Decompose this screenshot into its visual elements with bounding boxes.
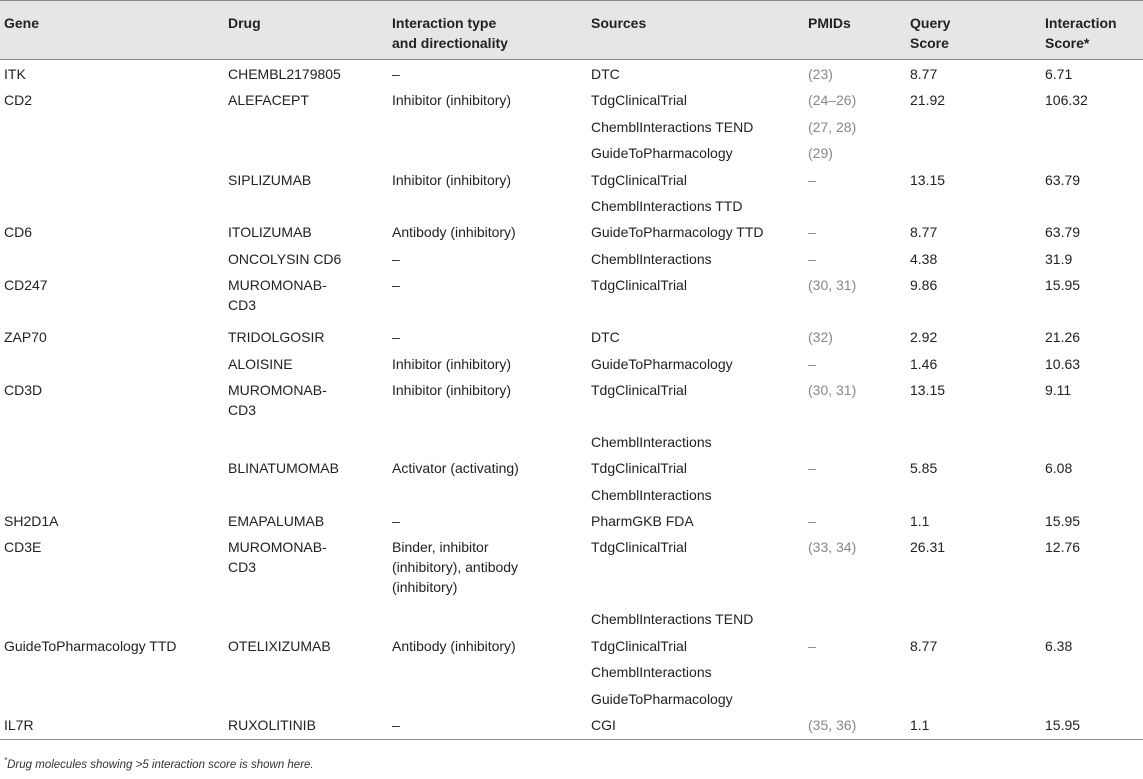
sources-cell: TdgClinicalTrial: [591, 171, 687, 188]
sources-cell: TdgClinicalTrial: [591, 539, 687, 556]
table-row: [0, 350, 1143, 376]
table-row: [0, 428, 1143, 454]
sources-cell: ChemblInteractions: [591, 486, 712, 503]
table-footnote: [4, 756, 314, 771]
header-drug: Drug: [228, 15, 261, 31]
sources-cell: ChemblInteractions TEND: [591, 118, 754, 135]
drug-cell: ONCOLYSIN CD6: [228, 250, 342, 267]
drug-cell: ALEFACEPT: [228, 92, 309, 109]
table-row: [0, 632, 1143, 658]
drug-cell: OTELIXIZUMAB: [228, 637, 331, 654]
gene-cell: CD247: [4, 277, 48, 294]
drug-cell: EMAPALUMAB: [228, 513, 325, 530]
header-sources: Sources: [591, 15, 647, 31]
sources-cell: PharmGKB FDA: [591, 513, 694, 530]
sources-cell: TdgClinicalTrial: [591, 637, 687, 654]
table-row: [0, 481, 1143, 507]
pmids-cell: (29): [808, 145, 833, 162]
table-row: [0, 86, 1143, 112]
interaction-score-cell: 6.38: [1045, 637, 1073, 654]
query-score-cell: 13.15: [910, 171, 946, 188]
pmids-cell: –: [808, 224, 816, 241]
interaction-type-cell: Activator (activating): [392, 460, 519, 477]
interaction-score-cell: 12.76: [1045, 539, 1081, 556]
sources-cell: ChemblInteractions: [591, 664, 712, 681]
interaction-score-cell: 106.32: [1045, 92, 1088, 109]
footnote-marker: *: [4, 756, 8, 765]
gene-cell: ITK: [4, 66, 26, 82]
pmids-cell: –: [808, 460, 816, 477]
header-gene: Gene: [4, 15, 40, 31]
sources-cell: TdgClinicalTrial: [591, 381, 687, 398]
drug-cell: MUROMONAB-CD3: [228, 277, 327, 314]
drug-cell: SIPLIZUMAB: [228, 171, 312, 188]
table-row: [0, 376, 1143, 428]
pmids-cell: –: [808, 171, 816, 188]
query-score-cell: 2.92: [910, 329, 938, 346]
query-score-cell: 26.31: [910, 539, 946, 556]
table-row: [0, 711, 1143, 740]
interaction-score-cell: 21.26: [1045, 329, 1081, 346]
sources-cell: GuideToPharmacology TTD: [591, 224, 764, 241]
drug-cell: BLINATUMOMAB: [228, 460, 339, 477]
interaction-type-cell: Inhibitor (inhibitory): [392, 171, 512, 188]
query-score-cell: 1.1: [910, 717, 930, 734]
sources-cell: ChemblInteractions TTD: [591, 197, 743, 214]
interaction-type-cell: –: [392, 250, 400, 267]
pmids-cell: (32): [808, 329, 833, 346]
pmids-cell: –: [808, 250, 816, 267]
table-row: [0, 218, 1143, 244]
query-score-cell: 21.92: [910, 92, 946, 109]
sources-cell: TdgClinicalTrial: [591, 460, 687, 477]
query-score-cell: 1.46: [910, 355, 938, 372]
drug-cell: RUXOLITINIB: [228, 717, 316, 734]
interaction-score-cell: 9.11: [1045, 381, 1072, 398]
gene-cell: CD6: [4, 224, 33, 241]
interaction-score-cell: 31.9: [1045, 250, 1073, 267]
interaction-type-cell: –: [392, 66, 400, 82]
gene-cell: ZAP70: [4, 329, 47, 346]
drug-cell: TRIDOLGOSIR: [228, 329, 325, 346]
table-row: [0, 166, 1143, 192]
gene-cell: SH2D1A: [4, 513, 59, 530]
sources-cell: ChemblInteractions: [591, 433, 712, 450]
footnote-text: Drug molecules showing >5 interaction score is shown here.: [7, 758, 314, 771]
table-row: [0, 658, 1143, 684]
header-interaction-score: Interaction Score*: [1045, 15, 1117, 51]
header-interaction-type: Interaction type and directionality: [392, 15, 508, 51]
table-row: [0, 454, 1143, 480]
interaction-type-cell: –: [392, 329, 400, 346]
table-row: [0, 113, 1143, 139]
gene-cell: CD3D: [4, 381, 43, 398]
gene-cell: IL7R: [4, 717, 34, 734]
query-score-cell: 4.38: [910, 250, 938, 267]
interaction-score-cell: 10.63: [1045, 355, 1081, 372]
drug-cell: MUROMONAB-CD3: [228, 539, 327, 576]
table-header: [0, 0, 1143, 60]
query-score-cell: 8.77: [910, 637, 938, 654]
table-row: [0, 507, 1143, 533]
drug-cell: ALOISINE: [228, 355, 293, 372]
query-score-cell: 1.1: [910, 513, 930, 530]
pmids-cell: (33, 34): [808, 539, 857, 556]
pmids-cell: (30, 31): [808, 381, 857, 398]
sources-cell: GuideToPharmacology: [591, 690, 733, 707]
header-query-score: Query Score: [910, 15, 951, 51]
query-score-cell: 13.15: [910, 381, 946, 398]
header-pmids: PMIDs: [808, 15, 851, 31]
interaction-type-cell: –: [392, 277, 400, 294]
drug-cell: CHEMBL2179805: [228, 66, 341, 82]
pmids-cell: (24–26): [808, 92, 857, 109]
sources-cell: ChemblInteractions TEND: [591, 611, 754, 628]
gene-cell: CD2: [4, 92, 33, 109]
interaction-score-cell: 15.95: [1045, 717, 1081, 734]
query-score-cell: 9.86: [910, 277, 938, 294]
table-body: [0, 60, 1143, 740]
sources-cell: DTC: [591, 329, 620, 346]
query-score-cell: 8.77: [910, 66, 938, 82]
sources-cell: DTC: [591, 66, 620, 82]
pmids-cell: (30, 31): [808, 277, 857, 294]
interaction-type-cell: Antibody (inhibitory): [392, 637, 516, 654]
pmids-cell: (23): [808, 66, 833, 82]
interaction-type-cell: Inhibitor (inhibitory): [392, 381, 512, 398]
table-row: [0, 60, 1143, 86]
interaction-score-cell: 63.79: [1045, 224, 1081, 241]
pmids-cell: –: [808, 513, 816, 530]
sources-cell: ChemblInteractions: [591, 250, 712, 267]
sources-cell: TdgClinicalTrial: [591, 277, 687, 294]
query-score-cell: 8.77: [910, 224, 938, 241]
interaction-type-cell: Antibody (inhibitory): [392, 224, 516, 241]
interaction-score-cell: 15.95: [1045, 277, 1081, 294]
query-score-cell: 5.85: [910, 460, 938, 477]
interaction-score-cell: 6.71: [1045, 66, 1073, 82]
interaction-score-cell: 6.08: [1045, 460, 1073, 477]
table-row: [0, 271, 1143, 323]
pmids-cell: (27, 28): [808, 118, 857, 135]
table-row: [0, 685, 1143, 711]
gene-cell: CD3E: [4, 539, 42, 556]
interaction-score-cell: 15.95: [1045, 513, 1081, 530]
pmids-cell: (35, 36): [808, 717, 857, 734]
sources-cell: CGI: [591, 717, 616, 734]
table-row: [0, 245, 1143, 271]
interaction-type-cell: Inhibitor (inhibitory): [392, 92, 512, 109]
interaction-type-cell: –: [392, 717, 400, 734]
table-row: [0, 192, 1143, 218]
table-row: [0, 533, 1143, 605]
table-row: [0, 323, 1143, 349]
drug-cell: MUROMONAB-CD3: [228, 381, 327, 418]
interaction-type-cell: Binder, inhibitor (inhibitory), antibody (inhibitory): [392, 539, 519, 596]
interaction-score-cell: 63.79: [1045, 171, 1081, 188]
sources-cell: TdgClinicalTrial: [591, 92, 687, 109]
interaction-type-cell: Inhibitor (inhibitory): [392, 355, 512, 372]
pmids-cell: –: [808, 637, 816, 654]
gene-cell: GuideToPharmacology TTD: [4, 637, 177, 654]
drug-cell: ITOLIZUMAB: [228, 224, 312, 241]
sources-cell: GuideToPharmacology: [591, 355, 733, 372]
table-row: [0, 139, 1143, 165]
sources-cell: GuideToPharmacology: [591, 145, 733, 162]
interaction-type-cell: –: [392, 513, 400, 530]
pmids-cell: –: [808, 355, 816, 372]
table-row: [0, 605, 1143, 631]
